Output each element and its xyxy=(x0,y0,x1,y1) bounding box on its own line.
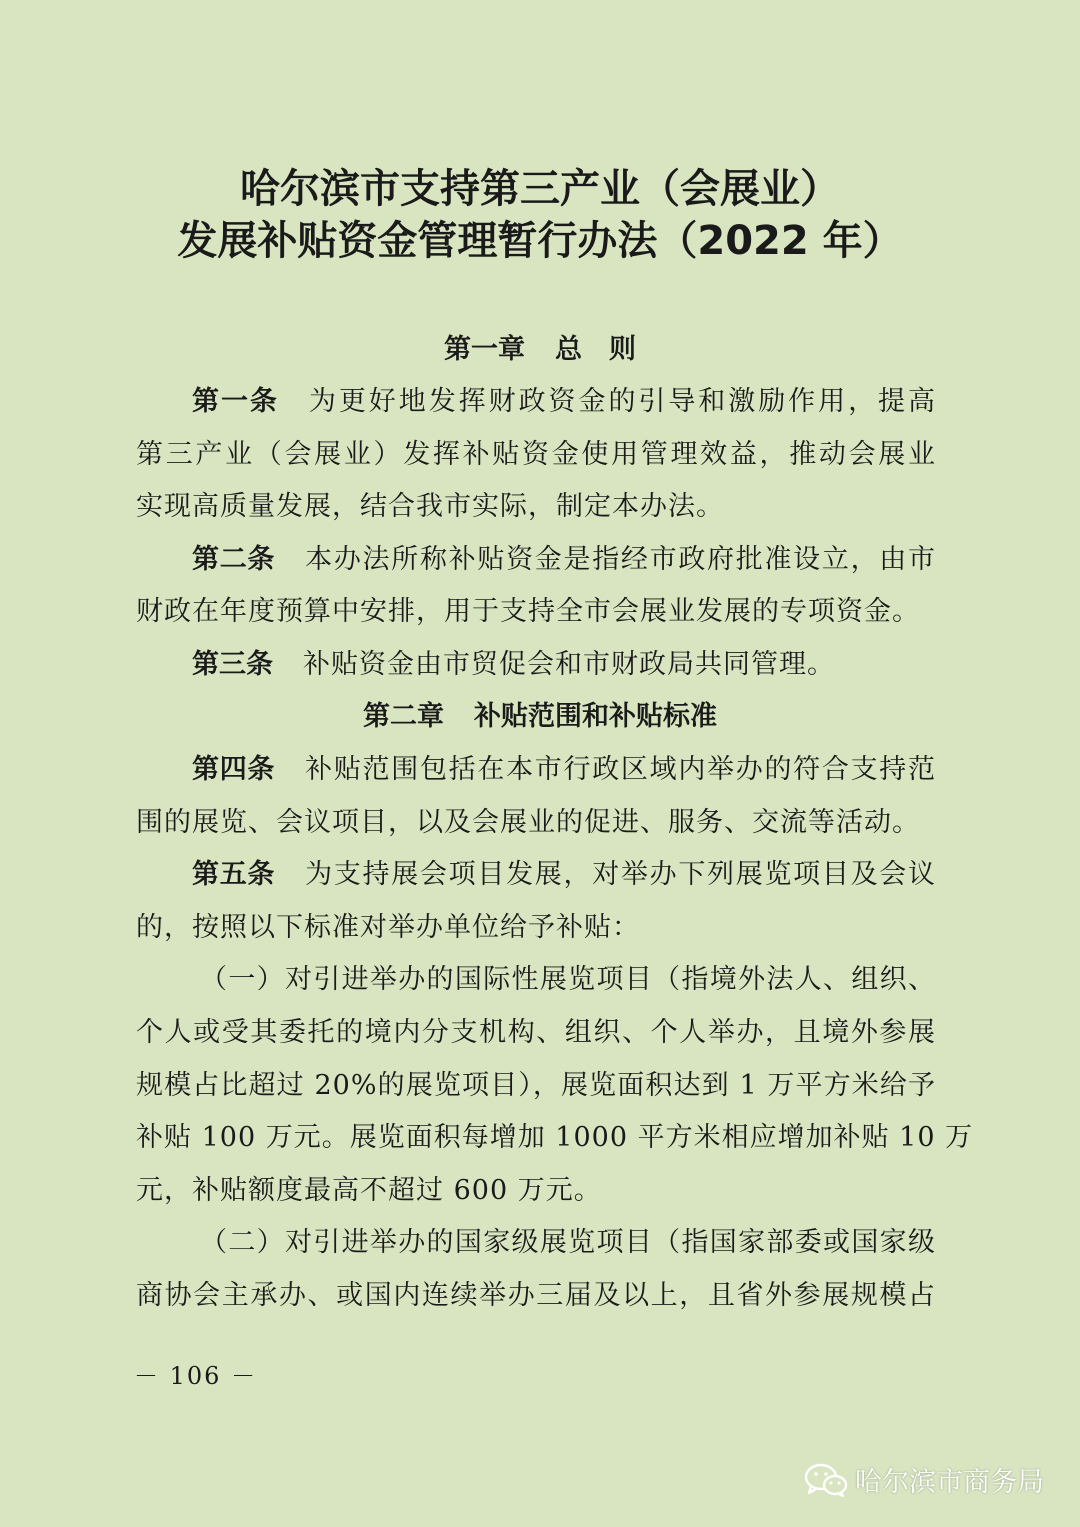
chapter-name: 补贴范围和补贴标准 xyxy=(474,701,717,732)
page-number: － 106 － xyxy=(134,1362,258,1390)
article-1-line-1 xyxy=(192,382,936,422)
item-1-line-2: 个人或受其委托的境内分支机构、组织、个人举办，且境外参展 xyxy=(136,1017,936,1048)
wechat-watermark xyxy=(803,1460,1044,1499)
article-5-line-2: 的，按照以下标准对举办单位给予补贴： xyxy=(136,912,640,943)
article-label: 第三条 xyxy=(192,649,273,680)
article-1-line-2: 第三产业（会展业）发挥补贴资金使用管理效益，推动会展业 xyxy=(136,439,936,470)
article-label: 第一条 xyxy=(192,386,279,417)
article-text: 补贴范围包括在本市行政区域内举办的符合支持范 xyxy=(305,754,936,785)
wechat-icon xyxy=(803,1462,849,1498)
document-title-line1: 哈尔滨市支持第三产业（会展业） xyxy=(240,166,840,212)
article-text: 本办法所称补贴资金是指经市政府批准设立，由市 xyxy=(305,544,936,575)
item-1-line-1: （一）对引进举办的国际性展览项目（指境外法人、组织、 xyxy=(200,964,936,995)
article-text: 为更好地发挥财政资金的引导和激励作用，提高 xyxy=(308,386,937,417)
item-1-line-3: 规模占比超过 20%的展览项目），展览面积达到 1 万平方米给予 xyxy=(136,1070,936,1101)
article-3-line-1 xyxy=(192,645,936,685)
chapter-number: 第二章 xyxy=(363,701,444,732)
watermark-text: 哈尔滨市商务局 xyxy=(855,1467,1044,1498)
article-5-line-1 xyxy=(192,855,936,895)
article-2-line-1 xyxy=(192,540,936,580)
article-text: 补贴资金由市贸促会和市财政局共同管理。 xyxy=(303,649,835,680)
chapter-heading-2 xyxy=(0,697,1080,737)
article-label: 第五条 xyxy=(192,859,276,890)
item-1-line-5: 元，补贴额度最高不超过 600 万元。 xyxy=(136,1175,602,1206)
item-2-line-1: （二）对引进举办的国家级展览项目（指国家部委或国家级 xyxy=(200,1227,936,1258)
article-label: 第二条 xyxy=(192,544,276,575)
chapter-heading-1 xyxy=(0,330,1080,370)
chapter-name: 总 则 xyxy=(555,334,636,365)
article-4-line-2: 围的展览、会议项目，以及会展业的促进、服务、交流等活动。 xyxy=(136,807,920,838)
article-label: 第四条 xyxy=(192,754,276,785)
article-1-line-3: 实现高质量发展，结合我市实际，制定本办法。 xyxy=(136,491,724,522)
document-title-line2: 发展补贴资金管理暂行办法（2022 年） xyxy=(177,218,903,264)
item-1-line-4: 补贴 100 万元。展览面积每增加 1000 平方米相应增加补贴 10 万 xyxy=(136,1122,974,1153)
article-4-line-1 xyxy=(192,750,936,790)
article-2-line-2: 财政在年度预算中安排，用于支持全市会展业发展的专项资金。 xyxy=(136,596,920,627)
chapter-number: 第一章 xyxy=(444,334,525,365)
item-2-line-2: 商协会主承办、或国内连续举办三届及以上，且省外参展规模占 xyxy=(136,1280,936,1311)
article-text: 为支持展会项目发展，对举办下列展览项目及会议 xyxy=(305,859,936,890)
